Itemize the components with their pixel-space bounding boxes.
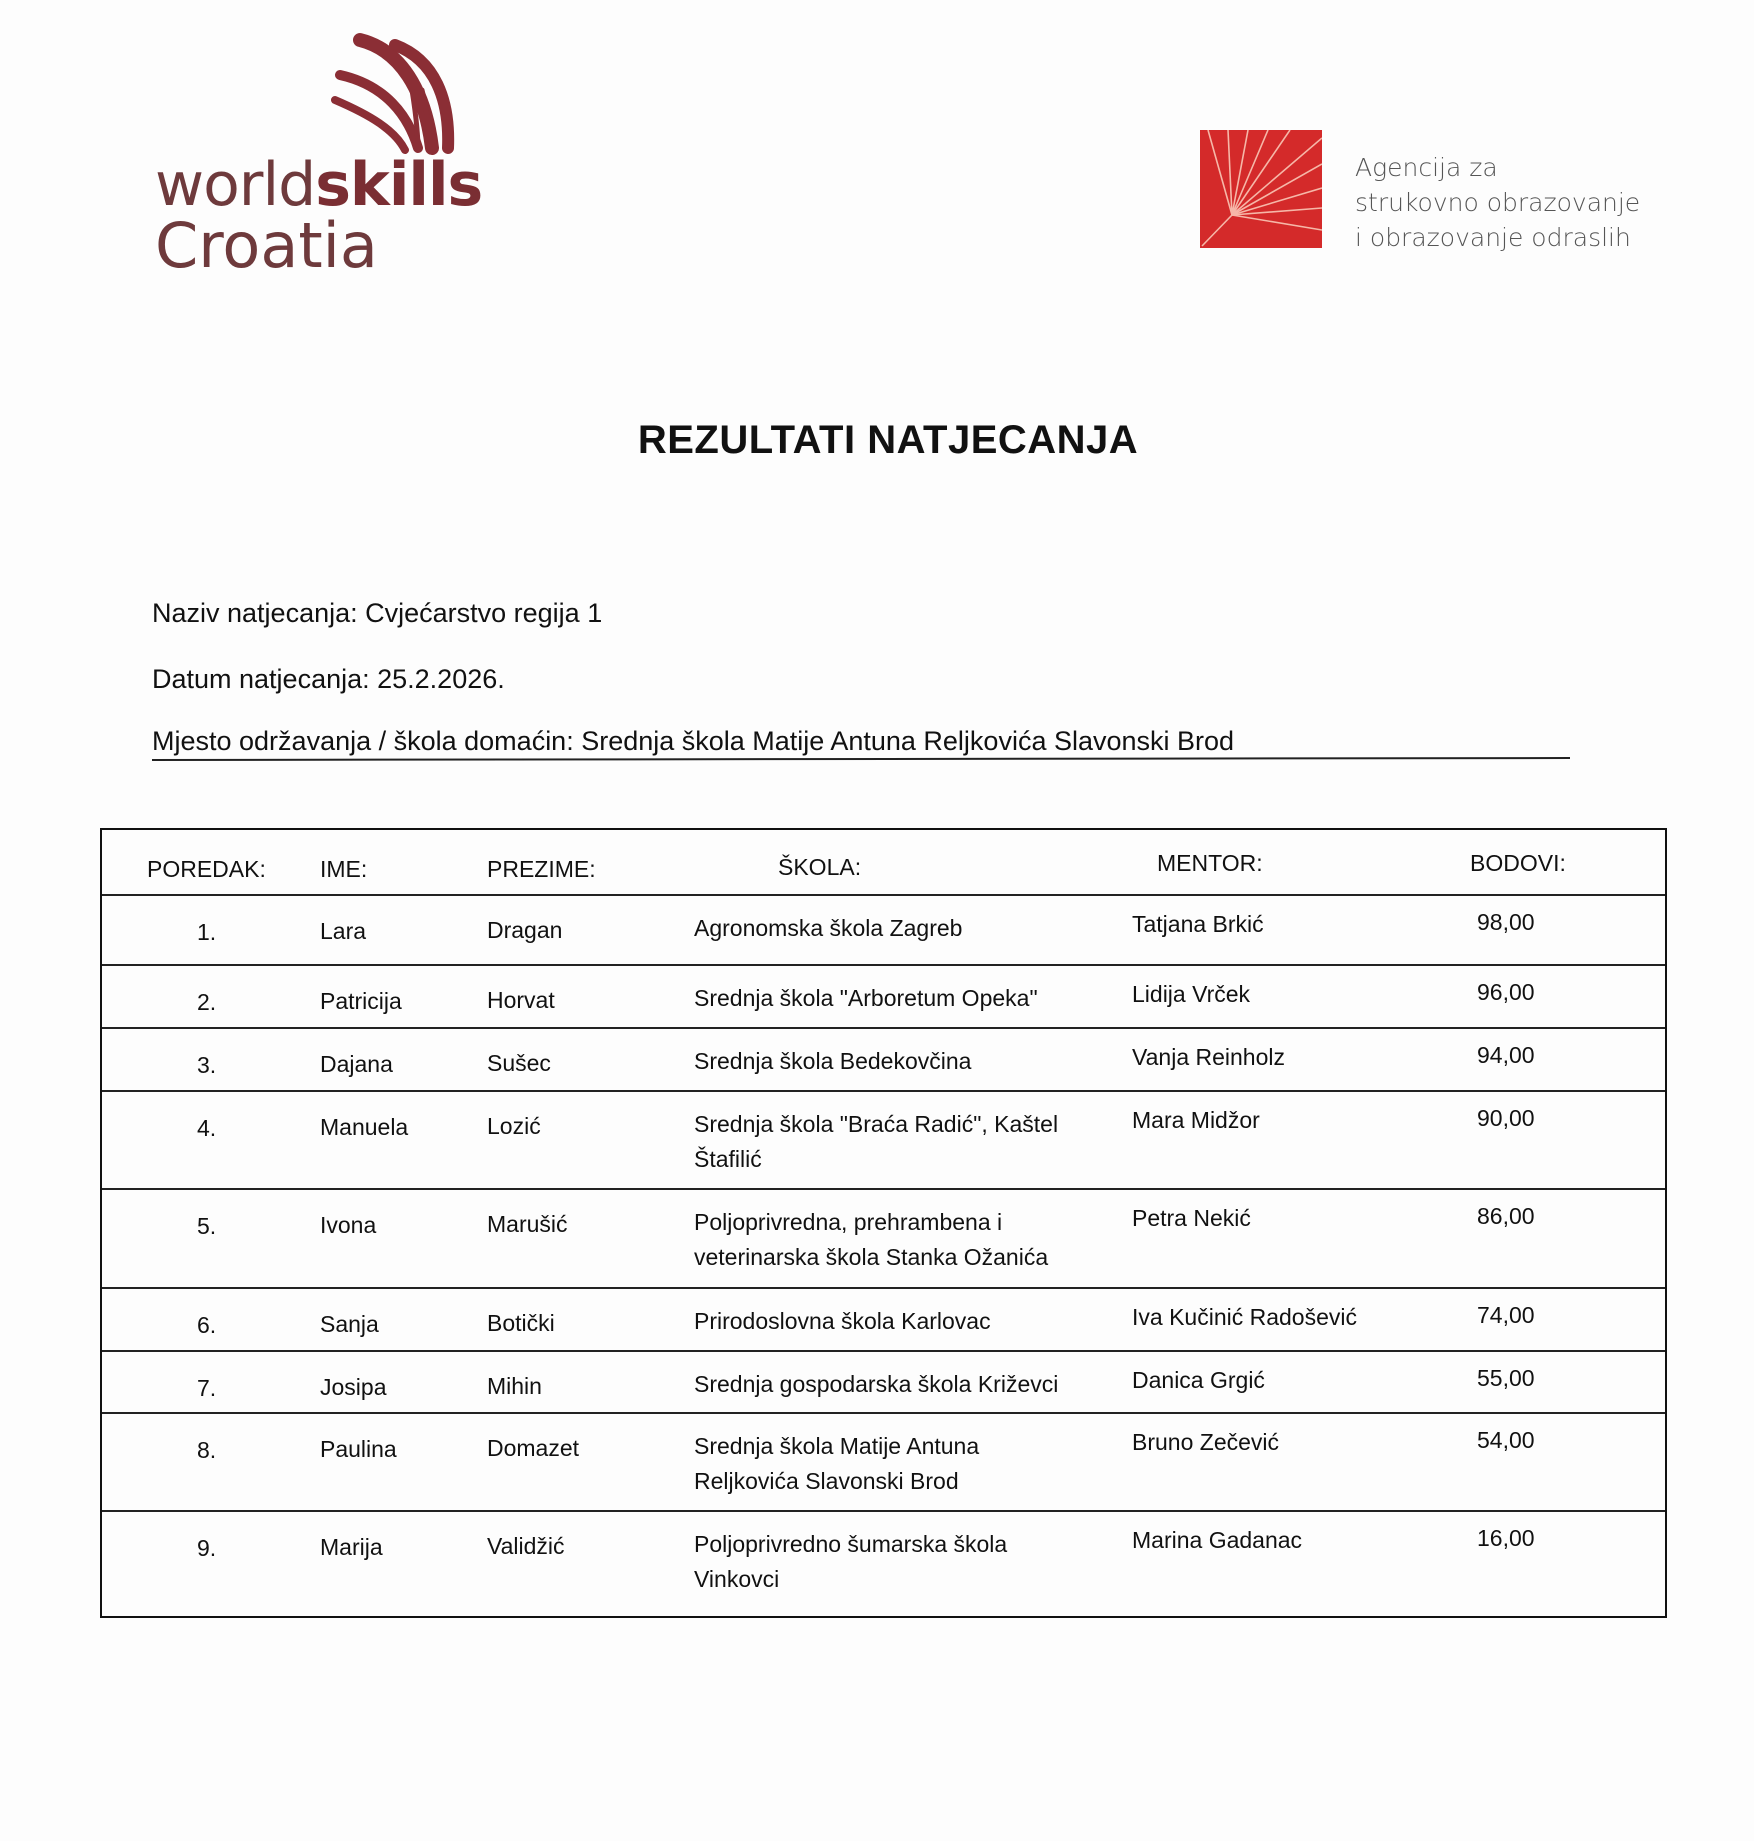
row-divider <box>102 1027 1665 1029</box>
row-divider <box>102 1188 1665 1190</box>
competition-name: Naziv natjecanja: Cvjećarstvo regija 1 <box>152 598 603 628</box>
agency-name <box>1355 150 1640 255</box>
results-table <box>100 828 1667 1618</box>
mentor-cell: Lidija Vrček <box>1132 981 1251 1007</box>
mentor-cell: Tatjana Brkić <box>1132 911 1264 937</box>
agency-name-line: strukovno obrazovanje <box>1355 188 1641 217</box>
first-name-cell: Paulina <box>320 1436 397 1462</box>
mentor-cell: Marina Gadanac <box>1132 1527 1303 1553</box>
worldskills-croatia-logo <box>150 30 490 282</box>
first-name-cell: Josipa <box>320 1374 387 1400</box>
first-name-cell: Manuela <box>320 1114 409 1140</box>
agency-name-line: i obrazovanje odraslih <box>1355 223 1631 252</box>
last-name-cell: Mihin <box>487 1373 542 1399</box>
last-name-cell: Horvat <box>487 987 555 1013</box>
school-cell-line: Srednja škola "Braća Radić", Kaštel <box>694 1111 1059 1137</box>
mentor-cell: Iva Kučinić Radošević <box>1132 1304 1357 1330</box>
rank-cell: 9. <box>197 1535 217 1561</box>
page-title: REZULTATI NATJECANJA <box>637 418 1139 462</box>
rank-cell: 8. <box>197 1437 217 1463</box>
rank-cell: 2. <box>197 989 217 1015</box>
row-divider <box>102 1510 1665 1512</box>
school-cell-line: Poljoprivredno šumarska škola <box>694 1531 1008 1557</box>
agency-name-line: Agencija za <box>1355 153 1498 182</box>
rank-cell: 1. <box>197 919 217 945</box>
last-name-cell: Domazet <box>487 1435 580 1461</box>
competition-venue: Mjesto održavanja / škola domaćin: Srednja škola Matije Antuna Reljkovića Slavonski Brod <box>152 726 1235 756</box>
points-cell: 94,00 <box>1477 1042 1535 1068</box>
competition-date: Datum natjecanja: 25.2.2026. <box>152 664 505 694</box>
points-cell: 55,00 <box>1477 1365 1535 1391</box>
school-cell-line: Agronomska škola Zagreb <box>694 915 963 941</box>
school-cell-line: Reljkovića Slavonski Brod <box>694 1468 959 1494</box>
points-cell: 96,00 <box>1477 979 1535 1005</box>
points-cell: 86,00 <box>1477 1203 1535 1229</box>
worldskills-wordmark: worldskills <box>155 150 483 220</box>
school-cell-line: Srednja škola Matije Antuna <box>694 1433 980 1459</box>
mentor-cell: Vanja Reinholz <box>1132 1044 1286 1070</box>
rank-cell: 6. <box>197 1312 217 1338</box>
school-cell-line: Srednja gospodarska škola Križevci <box>694 1371 1059 1397</box>
last-name-cell: Validžić <box>487 1533 565 1559</box>
first-name-cell: Lara <box>320 918 367 944</box>
school-cell-line: Štafilić <box>694 1146 762 1172</box>
mentor-cell: Bruno Zečević <box>1132 1429 1280 1455</box>
venue-underline <box>152 757 1570 761</box>
header-mentor: MENTOR: <box>1157 850 1263 876</box>
header-last-name: PREZIME: <box>487 856 596 882</box>
points-cell: 16,00 <box>1477 1525 1535 1551</box>
rank-cell: 7. <box>197 1375 217 1401</box>
last-name-cell: Dragan <box>487 917 563 943</box>
school-cell-line: veterinarska škola Stanka Ožanića <box>694 1244 1049 1270</box>
mentor-cell: Petra Nekić <box>1132 1205 1251 1231</box>
worldskills-country: Croatia <box>155 209 378 282</box>
header-school: ŠKOLA: <box>778 854 862 880</box>
row-divider <box>102 1412 1665 1414</box>
rank-cell: 4. <box>197 1115 217 1141</box>
rank-cell: 3. <box>197 1052 217 1078</box>
header-points: BODOVI: <box>1470 850 1566 876</box>
header-rank: POREDAK: <box>147 856 266 882</box>
header-first-name: IME: <box>320 856 368 882</box>
last-name-cell: Botički <box>487 1310 555 1336</box>
school-cell-line: Prirodoslovna škola Karlovac <box>694 1308 991 1334</box>
last-name-cell: Lozić <box>487 1113 541 1139</box>
rank-cell: 5. <box>197 1213 217 1239</box>
last-name-cell: Sušec <box>487 1050 551 1076</box>
points-cell: 90,00 <box>1477 1105 1535 1131</box>
first-name-cell: Ivona <box>320 1212 377 1238</box>
mentor-cell: Mara Midžor <box>1132 1107 1260 1133</box>
points-cell: 98,00 <box>1477 909 1535 935</box>
first-name-cell: Dajana <box>320 1051 393 1077</box>
row-divider <box>102 1090 1665 1092</box>
row-divider <box>102 1350 1665 1352</box>
last-name-cell: Marušić <box>487 1211 568 1237</box>
first-name-cell: Sanja <box>320 1311 379 1337</box>
worldskills-swoosh-icon <box>150 30 490 160</box>
first-name-cell: Patricija <box>320 988 402 1014</box>
school-cell-line: Srednja škola Bedekovčina <box>694 1048 972 1074</box>
school-cell-line: Poljoprivredna, prehrambena i <box>694 1209 1003 1235</box>
row-divider <box>102 1287 1665 1289</box>
row-divider <box>102 964 1665 966</box>
points-cell: 74,00 <box>1477 1302 1535 1328</box>
school-cell-line: Vinkovci <box>694 1566 780 1592</box>
mentor-cell: Danica Grgić <box>1132 1367 1265 1393</box>
school-cell-line: Srednja škola "Arboretum Opeka" <box>694 985 1038 1011</box>
agency-sunburst-icon <box>1200 130 1322 248</box>
first-name-cell: Marija <box>320 1534 383 1560</box>
row-divider <box>102 894 1665 896</box>
points-cell: 54,00 <box>1477 1427 1535 1453</box>
